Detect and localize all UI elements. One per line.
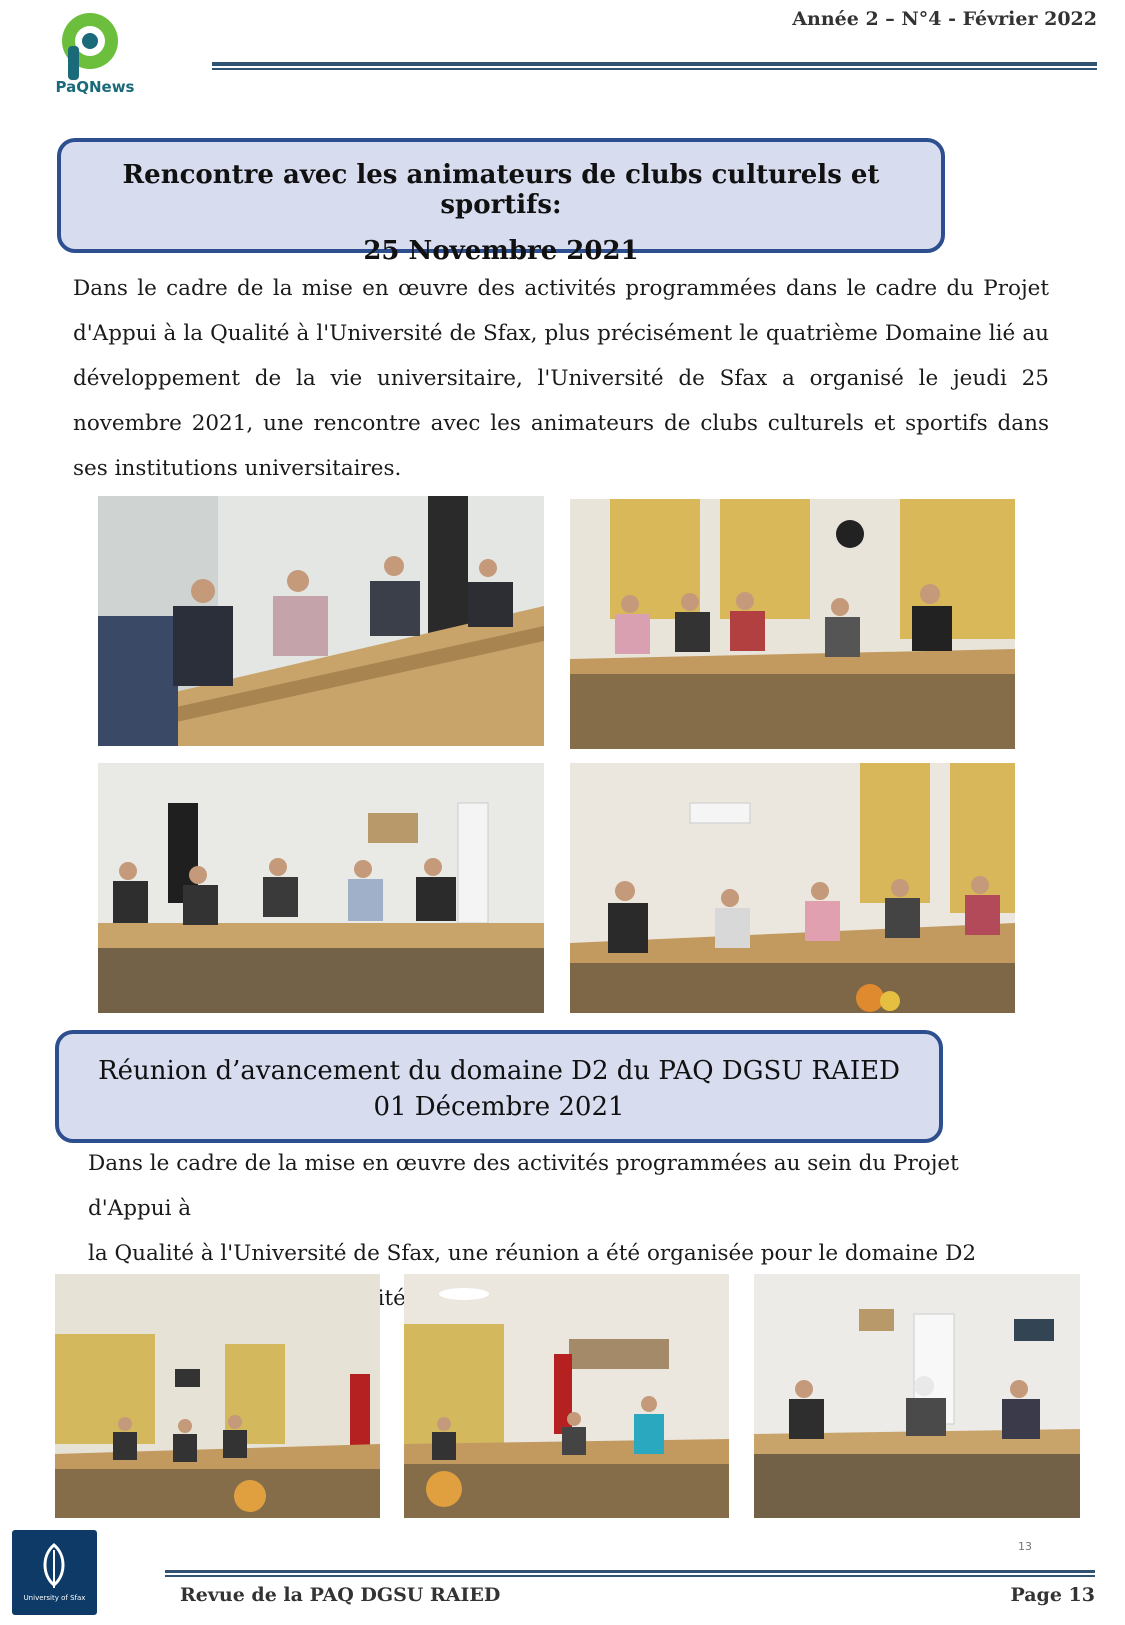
page-number-small: 13	[1018, 1540, 1032, 1553]
meeting-photo-4	[570, 763, 1015, 1013]
meeting-photo-1	[98, 496, 544, 746]
section1-paragraph: Dans le cadre de la mise en œuvre des activités programmées dans le cadre du Projet d'Appui à la Qualité à l'Université de Sfax, plus précisément le quatrième Domaine lié au développement de la vie universitaire, l'Université de Sfax a organisé le jeudi 25 novembre 2021, une rencontre avec les animateurs de clubs culturels et sportifs dans ses institutions universitaires.	[73, 276, 1049, 481]
university-logo-text: University of Sfax	[23, 1594, 86, 1602]
section2-line-1: Dans le cadre de la mise en œuvre des activités programmées au sein du Projet d'Appui à	[88, 1151, 959, 1221]
meeting-photo-7	[754, 1274, 1080, 1518]
meeting-photo-2	[570, 499, 1015, 749]
meeting-photo-3	[98, 763, 544, 1013]
footer-rule-thin	[165, 1575, 1095, 1577]
section1-date: 25 Novembre 2021	[363, 236, 639, 266]
footer-rule	[165, 1570, 1095, 1573]
issue-label: Année 2 – N°4 - Février 2022	[792, 8, 1097, 30]
header-rule-thin	[212, 68, 1097, 70]
section2-date: 01 Décembre 2021	[373, 1092, 625, 1122]
footer-title: Revue de la PAQ DGSU RAIED	[180, 1584, 501, 1606]
logo-text: PaQNews	[55, 78, 135, 96]
section1-title-box	[57, 138, 945, 266]
section2-line-2: la Qualité à l'Université de Sfax, une réunion a été organisée pour le domaine D2	[88, 1241, 976, 1266]
university-logo	[12, 1530, 97, 1615]
meeting-photo-5	[55, 1274, 380, 1518]
section2-title-box	[55, 1030, 943, 1143]
header-rule	[212, 62, 1097, 66]
section2-title: Réunion d’avancement du domaine D2 du PAQ DGSU RAIED	[98, 1056, 900, 1086]
footer-page-number: Page 13	[1010, 1584, 1095, 1606]
meeting-photo-6	[404, 1274, 729, 1518]
section1-title: Rencontre avec les animateurs de clubs culturels et sportifs:	[122, 160, 880, 220]
